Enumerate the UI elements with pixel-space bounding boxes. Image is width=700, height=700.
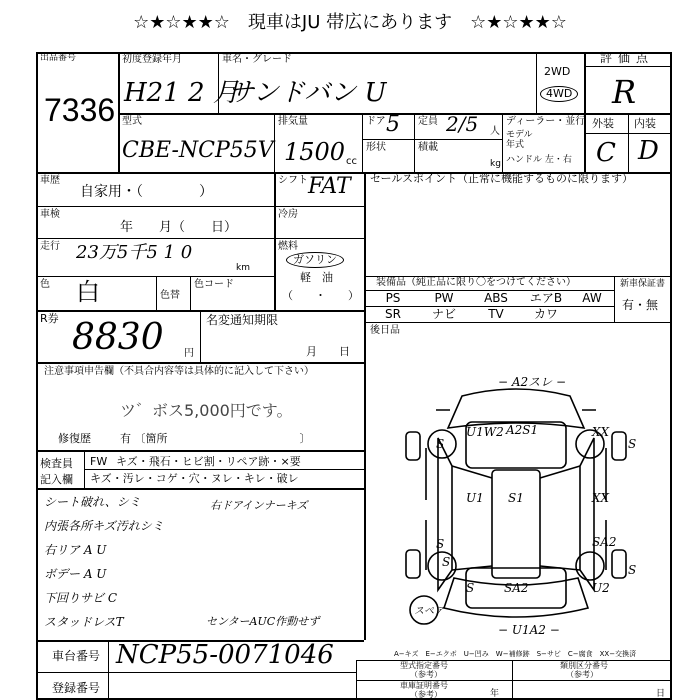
mark-11: S bbox=[466, 581, 475, 595]
inspector-label: 検査員 記入欄 bbox=[40, 457, 73, 486]
first-reg-value: H21 2 月 bbox=[124, 78, 239, 108]
exterior-value: C bbox=[596, 138, 616, 168]
drive-2wd: 2WD bbox=[544, 65, 571, 78]
dealer-label: ディーラー・並行 bbox=[506, 116, 586, 127]
recycle-unit: 円 bbox=[184, 348, 194, 359]
rear-seat-label: 後日品 bbox=[370, 325, 400, 336]
shift-label: シフト bbox=[278, 175, 308, 186]
fuel-label: 燃料 bbox=[278, 241, 298, 252]
capacity-unit: 人 bbox=[490, 126, 500, 137]
handle-label: ハンドル 左・右 bbox=[506, 155, 572, 165]
chassis-label: 車台番号 bbox=[52, 649, 101, 663]
mark-1: A2S1 bbox=[506, 423, 539, 437]
first-reg-label: 初度登録年月 bbox=[122, 54, 182, 65]
recycle-value: 8830 bbox=[72, 317, 164, 358]
mark-7: XX bbox=[592, 491, 610, 505]
mark-0: U1W2 bbox=[466, 425, 504, 439]
equipment-item: カワ bbox=[533, 307, 558, 321]
shift-value: FAT bbox=[308, 174, 351, 199]
mark-14: S bbox=[442, 555, 451, 569]
remark-right-1: センターAUC作動せず bbox=[206, 615, 320, 628]
banner: ☆★☆★★☆ 現車はJU 帯広にあります ☆★☆★★☆ bbox=[133, 12, 567, 33]
color-value: 白 bbox=[76, 278, 100, 306]
model-value: CBE-NCP55V bbox=[122, 138, 274, 163]
inspector-line2: キズ・汚レ・コゲ・穴・ヌレ・キレ・破レ bbox=[90, 472, 299, 485]
car-name-value: サンドバン U bbox=[228, 78, 387, 108]
sales-point-label: セールスポイント（正常に機能するものに限ります） bbox=[370, 172, 634, 185]
equipment-item: エアB bbox=[529, 291, 563, 305]
ac-label: 冷房 bbox=[278, 209, 298, 220]
disp-label: 排気量 bbox=[278, 116, 308, 127]
equipment-item: TV bbox=[488, 307, 504, 321]
shape-label: 形状 bbox=[366, 142, 386, 153]
color-label: 色 bbox=[40, 279, 50, 290]
equipment-item: ABS bbox=[484, 291, 508, 305]
capacity-label: 定員 bbox=[418, 116, 438, 127]
car-name-label: 車名・グレード bbox=[222, 54, 292, 65]
mark-12: SA2 bbox=[504, 581, 529, 595]
interior-value: D bbox=[638, 136, 659, 166]
remark-right-0: 右ドアインナーキズ bbox=[210, 499, 308, 512]
equipment-item: PS bbox=[385, 291, 401, 305]
disp-value: 1500 bbox=[284, 138, 346, 166]
equipment-item: SR bbox=[385, 307, 401, 321]
car-damage-diagram bbox=[366, 370, 670, 640]
model-label: 型式 bbox=[122, 116, 142, 127]
model-year-label: モデル 年式 bbox=[506, 130, 533, 150]
diagram-legend: A−キズ E−エクボ U−凹み W−補修跡 S−サビ C−腐食 XX−交換済 bbox=[394, 650, 637, 658]
garage-ref: （参考） bbox=[410, 690, 442, 699]
warranty-label: 新車保証書 bbox=[620, 279, 666, 289]
eval-value: R bbox=[612, 73, 637, 111]
fuel-gas: ガソリン bbox=[286, 252, 344, 268]
capacity-value: 2/5 bbox=[446, 112, 479, 136]
chassis-value: NCP55-0071046 bbox=[116, 640, 334, 670]
type-ref: （参考） bbox=[410, 670, 442, 679]
equipment-item: AW bbox=[582, 291, 602, 305]
inspection-value: 年 月（ 日） bbox=[120, 220, 238, 235]
spare-label: スペア bbox=[414, 606, 444, 617]
remark-line: スタッドレスT bbox=[44, 615, 124, 629]
equipment-item: PW bbox=[434, 291, 454, 305]
garage-ref-label: 車庫証明番号 bbox=[400, 681, 448, 690]
doors-label: ドア bbox=[366, 116, 386, 127]
type-ref-label: 型式指定番号 bbox=[400, 661, 448, 670]
doors-value: 5 bbox=[386, 112, 400, 137]
lot-number: 7336 bbox=[44, 92, 116, 128]
lot-label: 出品番号 bbox=[40, 53, 77, 63]
notes-label: 注意事項申告欄（不具合内容等は具体的に記入して下さい） bbox=[44, 366, 314, 377]
repair-value: 有 〔箇所 〕 bbox=[120, 432, 311, 445]
load-label: 積載 bbox=[418, 142, 438, 153]
mark-4: S bbox=[628, 437, 637, 451]
mark-8: S bbox=[436, 537, 445, 551]
remark-line: シート破れ、シミ bbox=[44, 495, 141, 509]
car-history-label: 車歴 bbox=[40, 175, 60, 186]
fuel-paren: （ ・ ） bbox=[282, 289, 359, 302]
mileage-value: 23万5千5 1 0 bbox=[76, 242, 193, 263]
class-ref: （参考） bbox=[566, 670, 598, 679]
mark-3: S bbox=[436, 437, 445, 451]
remark-line: 内張各所キズ汚れシミ bbox=[44, 519, 164, 533]
mark-6: S1 bbox=[508, 491, 524, 505]
load-unit: kg bbox=[490, 159, 501, 169]
year-label: 年 bbox=[490, 689, 500, 699]
equipment-item: ナビ bbox=[431, 307, 456, 321]
mark-13: U2 bbox=[592, 581, 610, 595]
registration-label: 登録番号 bbox=[52, 681, 101, 695]
repair-label: 修復歴 bbox=[58, 432, 91, 445]
remark-line: 下回りサビ C bbox=[44, 591, 117, 605]
mileage-label: 走行 bbox=[40, 241, 60, 252]
recycle-label: R券 bbox=[40, 312, 59, 325]
class-ref-label: 類別区分番号 bbox=[560, 661, 608, 670]
exterior-label: 外装 bbox=[592, 117, 614, 130]
color-code-label: 色コード bbox=[194, 279, 234, 290]
color-change-label: 色替 bbox=[160, 290, 180, 301]
inspector-fw: FW bbox=[90, 455, 108, 468]
remark-line: 右リア A U bbox=[44, 543, 107, 557]
warranty-value: 有・無 bbox=[622, 298, 659, 312]
diagram-front-label: − A2スレ − bbox=[498, 375, 567, 389]
date-label: 日 bbox=[656, 689, 666, 699]
drive-4wd: 4WD bbox=[540, 86, 578, 102]
car-history-value: 自家用・（ ） bbox=[80, 184, 213, 200]
mileage-unit: km bbox=[236, 263, 250, 273]
notes-value: ツ゛ボス5,000円です。 bbox=[120, 401, 293, 420]
diagram-rear-label: − U1A2 − bbox=[498, 623, 560, 637]
disp-unit: cc bbox=[346, 156, 357, 167]
eval-label: 評価点 bbox=[600, 51, 655, 65]
mark-2: XX bbox=[592, 425, 610, 439]
mark-5: U1 bbox=[466, 491, 484, 505]
interior-label: 内装 bbox=[634, 117, 656, 130]
name-change-label: 名変通知期限 bbox=[206, 313, 279, 327]
inspector-line1: キズ・飛石・ヒビ割・リペア跡・×要 bbox=[116, 455, 301, 468]
mark-9: SA2 bbox=[592, 535, 617, 549]
equipment-label: 装備品（純正品に限り〇をつけてください） bbox=[376, 277, 576, 288]
inspection-label: 車検 bbox=[40, 209, 60, 220]
fuel-diesel: 軽 油 bbox=[300, 271, 333, 284]
mark-10: S bbox=[628, 563, 637, 577]
remark-line: ボデー A U bbox=[44, 567, 107, 581]
name-change-value: 月 日 bbox=[306, 345, 350, 358]
